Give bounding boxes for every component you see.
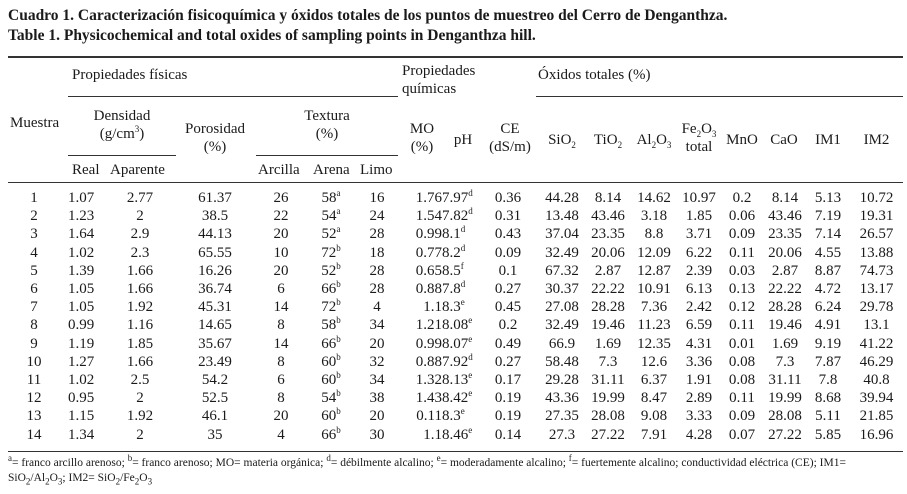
cell-ph: 7.82$^d$ (442, 206, 473, 225)
cell-cao: 1.69 (771, 335, 799, 352)
cell-im1: 4.72 (814, 281, 842, 297)
header-limo: Limo (360, 162, 393, 178)
cell-im1: 7.19 (814, 208, 842, 225)
cell-aparente: 1.92 (126, 299, 154, 316)
cell-limo: 30 (369, 426, 385, 443)
cell-limo: 28 (369, 281, 385, 297)
header-im1: IM1 (815, 132, 841, 148)
cell-im2: 74.73 (859, 262, 894, 279)
cell-arcilla: 26 (273, 190, 289, 206)
cell-muestra: 9 (30, 335, 38, 352)
cell-porosidad: 46.1 (201, 408, 229, 425)
cell-ph: 7.97$^d$ (442, 188, 473, 206)
cell-sio2: 27.3 (548, 426, 576, 443)
cell-arena: 60$^b$ (321, 370, 341, 388)
cell-aparente: 2 (136, 390, 144, 407)
cell-aparente: 2.9 (130, 226, 150, 243)
cell-sio2: 43.36 (545, 390, 579, 407)
cell-im2: 29.78 (859, 299, 894, 316)
cell-arcilla: 6 (277, 281, 285, 297)
rule-propiedades-fisicas (68, 96, 398, 97)
cell-mno: 0.08 (728, 353, 756, 370)
cell-al2o3: 12.87 (637, 262, 671, 279)
header-oxidos-totales: Óxidos totales (%) (538, 67, 651, 83)
cell-cao: 28.08 (768, 408, 802, 425)
cell-im1: 7.8 (818, 372, 838, 388)
cell-cao: 8.14 (771, 190, 799, 206)
header-al2o3: $Al_2O_3$ (636, 132, 672, 150)
cell-mno: 0.07 (728, 426, 756, 443)
caption-spanish: Cuadro 1. Caracterización fisicoquímica y óxidos totales de los puntos de muestreo del Cerro de Denganthza. (8, 7, 728, 24)
cell-porosidad: 45.31 (198, 299, 232, 316)
cell-tio2: 7.3 (598, 353, 618, 370)
header-ph: pH (453, 132, 473, 148)
header-ce: CE (dS/m) (489, 121, 531, 155)
rule-textura (256, 155, 398, 156)
cell-al2o3: 12.09 (637, 244, 671, 261)
header-densidad: Densidad $(g/cm^3)$ (93, 108, 151, 142)
cell-tio2: 31.11 (591, 372, 625, 388)
cell-real: 1.23 (68, 208, 95, 225)
cell-mno: 0.06 (728, 208, 756, 225)
cell-tio2: 2.87 (594, 262, 622, 279)
cell-arcilla: 6 (277, 372, 285, 388)
cell-im1: 4.55 (814, 244, 842, 261)
cell-ph: 8.07e (442, 333, 473, 352)
cell-ph: 8.3e (442, 297, 465, 316)
cell-real: 1.64 (68, 226, 95, 243)
cell-porosidad: 65.55 (198, 244, 232, 261)
cell-cao: 20.06 (768, 244, 802, 261)
cell-arena: 66$^b$ (321, 279, 341, 297)
cell-im2: 10.72 (859, 190, 894, 206)
cell-mno: 0.09 (728, 408, 756, 425)
header-arena: Arena (313, 162, 350, 178)
bottom-rule (8, 451, 903, 452)
cell-ce: 0.36 (494, 190, 522, 206)
cell-limo: 20 (369, 335, 385, 352)
cell-al2o3: 12.35 (637, 335, 671, 352)
cell-im1: 5.11 (815, 408, 841, 425)
cell-ce: 0.45 (494, 299, 522, 316)
cell-arena: 60$^b$ (321, 351, 341, 370)
cell-ce: 0.14 (494, 426, 522, 443)
cell-cao: 27.22 (768, 426, 802, 443)
header-mno: MnO (726, 132, 758, 148)
cell-mno: 0.11 (729, 390, 755, 407)
cell-sio2: 32.49 (545, 317, 579, 334)
cell-porosidad: 54.2 (201, 372, 229, 388)
cell-mno: 0.11 (729, 244, 755, 261)
cell-al2o3: 12.6 (640, 353, 668, 370)
cell-arcilla: 10 (273, 244, 289, 261)
cell-mno: 0.13 (728, 281, 756, 297)
cell-al2o3: 6.37 (640, 372, 668, 388)
cell-aparente: 1.66 (126, 262, 154, 279)
cell-aparente: 2.3 (130, 244, 150, 261)
cell-sio2: 58.48 (545, 353, 579, 370)
cell-fe2o3: 2.42 (685, 299, 713, 316)
cell-ph: 8.46e (442, 424, 473, 443)
cell-mno: 0.01 (728, 335, 756, 352)
cell-muestra: 7 (30, 299, 38, 316)
cell-tio2: 20.06 (591, 244, 625, 261)
cell-sio2: 27.35 (545, 408, 579, 425)
cell-aparente: 1.92 (126, 408, 154, 425)
cell-mo: 0.99 (415, 335, 442, 352)
cell-ce: 0.31 (494, 208, 522, 225)
cell-ph: 7.92$^d$ (442, 351, 473, 370)
cell-cao: 23.35 (768, 226, 802, 243)
cell-al2o3: 3.18 (640, 208, 668, 225)
cell-limo: 18 (369, 244, 385, 261)
cell-fe2o3: 6.59 (685, 317, 713, 334)
header-im2: IM2 (863, 132, 890, 148)
cell-mno: 0.03 (728, 262, 756, 279)
cell-mno: 0.2 (732, 190, 752, 206)
cell-arcilla: 4 (277, 426, 285, 443)
cell-muestra: 14 (26, 426, 42, 443)
cell-arena: 72$^b$ (321, 242, 341, 261)
cell-real: 0.99 (68, 317, 95, 334)
cell-im1: 9.19 (814, 335, 842, 352)
cell-ph: 8.08e (442, 315, 473, 334)
cell-porosidad: 35.67 (198, 335, 232, 352)
cell-aparente: 1.85 (126, 335, 154, 352)
cell-ce: 0.17 (494, 372, 522, 388)
cell-arena: 72$^b$ (321, 297, 341, 316)
cell-im2: 16.96 (859, 426, 894, 443)
cell-muestra: 11 (26, 372, 42, 388)
cell-sio2: 44.28 (545, 190, 579, 206)
cell-porosidad: 23.49 (198, 353, 232, 370)
cell-ce: 0.1 (498, 262, 518, 279)
cell-arena: 58$^a$ (321, 188, 341, 206)
cell-sio2: 66.9 (548, 335, 576, 352)
cell-mno: 0.08 (728, 372, 756, 388)
cell-im1: 4.91 (814, 317, 842, 334)
header-cao: CaO (770, 132, 798, 148)
cell-muestra: 5 (30, 262, 38, 279)
cell-fe2o3: 4.31 (685, 335, 713, 352)
cell-sio2: 27.08 (545, 299, 579, 316)
cell-im2: 46.29 (859, 353, 894, 370)
cell-cao: 19.99 (768, 390, 802, 407)
cell-im1: 7.87 (814, 353, 842, 370)
header-tio2: TiO$_2$ (593, 132, 623, 150)
cell-fe2o3: 3.71 (685, 226, 713, 243)
header-porosidad: Porosidad (%) (185, 121, 245, 155)
cell-im2: 13.88 (859, 244, 894, 261)
cell-mo: 0.88 (415, 281, 442, 297)
cell-mo: 0.99 (415, 226, 442, 243)
cell-sio2: 67.32 (545, 262, 579, 279)
header-propiedades-quimicas-1: Propiedades (402, 63, 476, 79)
rule-densidad (68, 155, 176, 156)
cell-fe2o3: 4.28 (685, 426, 713, 443)
cell-fe2o3: 1.91 (685, 372, 713, 388)
cell-tio2: 1.69 (594, 335, 622, 352)
cell-mo: 0.65 (415, 262, 442, 279)
cell-al2o3: 8.47 (640, 390, 668, 407)
header-bottom-rule (8, 182, 903, 183)
cell-al2o3: 14.62 (637, 190, 671, 206)
cell-real: 1.07 (68, 190, 95, 206)
rule-oxidos (536, 96, 903, 97)
cell-real: 0.95 (68, 390, 95, 407)
cell-im2: 39.94 (859, 390, 894, 407)
cell-ce: 0.2 (498, 317, 518, 334)
cell-tio2: 23.35 (591, 226, 625, 243)
cell-fe2o3: 10.97 (682, 190, 716, 206)
cell-muestra: 13 (26, 408, 42, 425)
cell-ph: 8.42e (442, 388, 473, 407)
cell-arcilla: 14 (273, 299, 289, 316)
cell-im1: 8.87 (814, 262, 842, 279)
cell-arena: 58$^b$ (321, 315, 341, 334)
cell-arcilla: 8 (277, 390, 285, 407)
table-footnote: $^a$= franco arcillo arenoso; $^b$= franco arenoso; MO= materia orgánica; $^d$= débilmente alcalino; $^e$= moderadamente alcalino; $^f$= fuertemente alcalino; conductividad eléctrica (CE); $IM1= SiO_2/Al_2O_3$; $IM2= SiO_2/Fe_2O_3$ (8, 453, 846, 487)
cell-muestra: 10 (26, 353, 42, 370)
cell-im1: 8.68 (814, 390, 842, 407)
cell-ce: 0.19 (494, 408, 522, 425)
cell-arena: 52$^b$ (321, 260, 341, 279)
cell-porosidad: 35 (207, 426, 223, 443)
cell-porosidad: 16.26 (198, 262, 232, 279)
cell-mo: 0.88 (415, 353, 442, 370)
cell-limo: 20 (369, 408, 385, 425)
cell-sio2: 30.37 (545, 281, 579, 297)
cell-mo: 1.1 (423, 299, 442, 316)
cell-fe2o3: 3.36 (685, 353, 713, 370)
cell-ph: 8.2$^d$ (442, 242, 466, 261)
table-caption (8, 6, 727, 46)
cell-al2o3: 7.91 (640, 426, 668, 443)
cell-arena: 66$^b$ (321, 424, 341, 443)
cell-arcilla: 22 (273, 208, 289, 225)
cell-limo: 16 (369, 190, 385, 206)
cell-im2: 40.8 (863, 372, 890, 388)
cell-arena: 54$^a$ (321, 206, 341, 225)
cell-porosidad: 36.74 (198, 281, 232, 297)
cell-porosidad: 52.5 (201, 390, 229, 407)
cell-mo: 1.32 (415, 372, 442, 388)
cell-im2: 21.85 (859, 408, 894, 425)
cell-arcilla: 20 (273, 408, 289, 425)
cell-real: 1.19 (68, 335, 95, 352)
cell-porosidad: 44.13 (198, 226, 232, 243)
cell-aparente: 1.16 (126, 317, 154, 334)
header-fe2o3-total: $Fe_2O_3$ total (681, 121, 717, 155)
cell-limo: 34 (369, 372, 385, 388)
cell-arena: 66$^b$ (321, 333, 341, 352)
cell-arcilla: 20 (273, 226, 289, 243)
top-rule (8, 56, 903, 58)
cell-arena: 60$^b$ (321, 406, 341, 425)
cell-fe2o3: 2.39 (685, 262, 713, 279)
cell-im1: 7.14 (814, 226, 842, 243)
header-sio2: SiO$_2$ (548, 132, 576, 150)
cell-ph: 8.3e (442, 406, 465, 425)
cell-real: 1.27 (68, 353, 95, 370)
cell-real: 1.39 (68, 262, 95, 279)
cell-real: 1.02 (68, 372, 95, 388)
cell-arcilla: 8 (277, 353, 285, 370)
cell-cao: 22.22 (768, 281, 802, 297)
header-propiedades-quimicas-2: químicas (402, 81, 457, 97)
cell-im1: 5.85 (814, 426, 842, 443)
cell-fe2o3: 6.22 (685, 244, 713, 261)
cell-ph: 7.8$^d$ (442, 279, 466, 297)
cell-muestra: 2 (30, 208, 38, 225)
cell-mo: 1.76 (415, 190, 442, 206)
header-propiedades-fisicas: Propiedades físicas (72, 67, 188, 83)
cell-im2: 41.22 (859, 335, 894, 352)
cell-limo: 24 (369, 208, 385, 225)
cell-aparente: 1.66 (126, 281, 154, 297)
cell-cao: 19.46 (768, 317, 802, 334)
cell-cao: 43.46 (768, 208, 802, 225)
cell-tio2: 28.08 (591, 408, 625, 425)
cell-im2: 26.57 (859, 226, 894, 243)
cell-tio2: 22.22 (591, 281, 625, 297)
cell-fe2o3: 6.13 (685, 281, 713, 297)
cell-cao: 28.28 (768, 299, 802, 316)
cell-real: 1.05 (68, 281, 95, 297)
cell-aparente: 2.77 (126, 190, 154, 206)
cell-muestra: 3 (30, 226, 38, 243)
cell-al2o3: 7.36 (640, 299, 668, 316)
cell-tio2: 43.46 (591, 208, 625, 225)
cell-fe2o3: 3.33 (685, 408, 713, 425)
cell-mo: 1.43 (415, 390, 442, 407)
header-aparente: Aparente (110, 162, 165, 178)
cell-ce: 0.27 (494, 281, 522, 297)
cell-ce: 0.43 (494, 226, 522, 243)
cell-im2: 13.1 (863, 317, 890, 334)
cell-arcilla: 20 (273, 262, 289, 279)
cell-cao: 31.11 (768, 372, 802, 388)
cell-limo: 28 (369, 262, 385, 279)
cell-mo: 1.1 (423, 426, 442, 443)
cell-sio2: 32.49 (545, 244, 579, 261)
cell-real: 1.15 (68, 408, 95, 425)
cell-real: 1.02 (68, 244, 95, 261)
cell-im1: 5.13 (814, 190, 842, 206)
cell-mno: 0.12 (728, 299, 756, 316)
cell-al2o3: 9.08 (640, 408, 668, 425)
cell-ce: 0.19 (494, 390, 522, 407)
cell-limo: 38 (369, 390, 385, 407)
cell-im1: 6.24 (814, 299, 842, 316)
cell-aparente: 2.5 (130, 372, 150, 388)
cell-cao: 2.87 (771, 262, 799, 279)
cell-muestra: 1 (30, 190, 38, 206)
cell-im2: 19.31 (859, 208, 894, 225)
cell-ce: 0.09 (494, 244, 522, 261)
cell-al2o3: 8.8 (644, 226, 664, 243)
cell-tio2: 19.99 (591, 390, 625, 407)
cell-aparente: 2 (136, 208, 144, 225)
cell-arena: 52$^a$ (321, 224, 341, 243)
cell-mo: 1.54 (415, 208, 442, 225)
cell-mo: 1.21 (415, 317, 442, 334)
cell-tio2: 19.46 (591, 317, 625, 334)
cell-sio2: 29.28 (545, 372, 579, 388)
cell-real: 1.05 (68, 299, 95, 316)
cell-limo: 28 (369, 226, 385, 243)
cell-tio2: 27.22 (591, 426, 625, 443)
cell-tio2: 28.28 (591, 299, 625, 316)
cell-real: 1.34 (68, 426, 95, 443)
cell-muestra: 8 (30, 317, 38, 334)
cell-mo: 0.11 (416, 408, 442, 425)
cell-ph: 8.13e (442, 370, 473, 388)
cell-porosidad: 38.5 (201, 208, 229, 225)
cell-cao: 7.3 (775, 353, 795, 370)
cell-ce: 0.49 (494, 335, 522, 352)
cell-sio2: 37.04 (545, 226, 579, 243)
cell-tio2: 8.14 (594, 190, 622, 206)
cell-limo: 34 (369, 317, 385, 334)
cell-im2: 13.17 (859, 281, 894, 297)
header-muestra: Muestra (10, 115, 60, 131)
cell-al2o3: 11.23 (637, 317, 671, 334)
cell-limo: 4 (373, 299, 381, 316)
cell-sio2: 13.48 (545, 208, 579, 225)
cell-porosidad: 61.37 (198, 190, 232, 206)
cell-fe2o3: 2.89 (685, 390, 713, 407)
cell-porosidad: 14.65 (198, 317, 232, 334)
cell-aparente: 1.66 (126, 353, 154, 370)
cell-mno: 0.09 (728, 226, 756, 243)
cell-al2o3: 10.91 (637, 281, 671, 297)
cell-ce: 0.27 (494, 353, 522, 370)
caption-english: Table 1. Physicochemical and total oxides of sampling points in Denganthza hill. (8, 27, 536, 44)
cell-fe2o3: 1.85 (685, 208, 713, 225)
cell-muestra: 4 (30, 244, 38, 261)
cell-arena: 54$^b$ (321, 388, 341, 407)
cell-ph: 8.1$^d$ (442, 224, 466, 243)
cell-arcilla: 8 (277, 317, 285, 334)
cell-ph: 8.5$^f$ (442, 260, 464, 279)
header-arcilla: Arcilla (258, 162, 300, 178)
cell-arcilla: 14 (273, 335, 289, 352)
cell-muestra: 6 (30, 281, 38, 297)
cell-mo: 0.77 (415, 244, 442, 261)
cell-limo: 32 (369, 353, 385, 370)
cell-muestra: 12 (26, 390, 42, 407)
header-mo: MO (%) (409, 121, 435, 155)
cell-mno: 0.11 (729, 317, 755, 334)
header-textura: Textura (%) (304, 108, 350, 142)
header-real: Real (72, 162, 100, 178)
cell-aparente: 2 (136, 426, 144, 443)
